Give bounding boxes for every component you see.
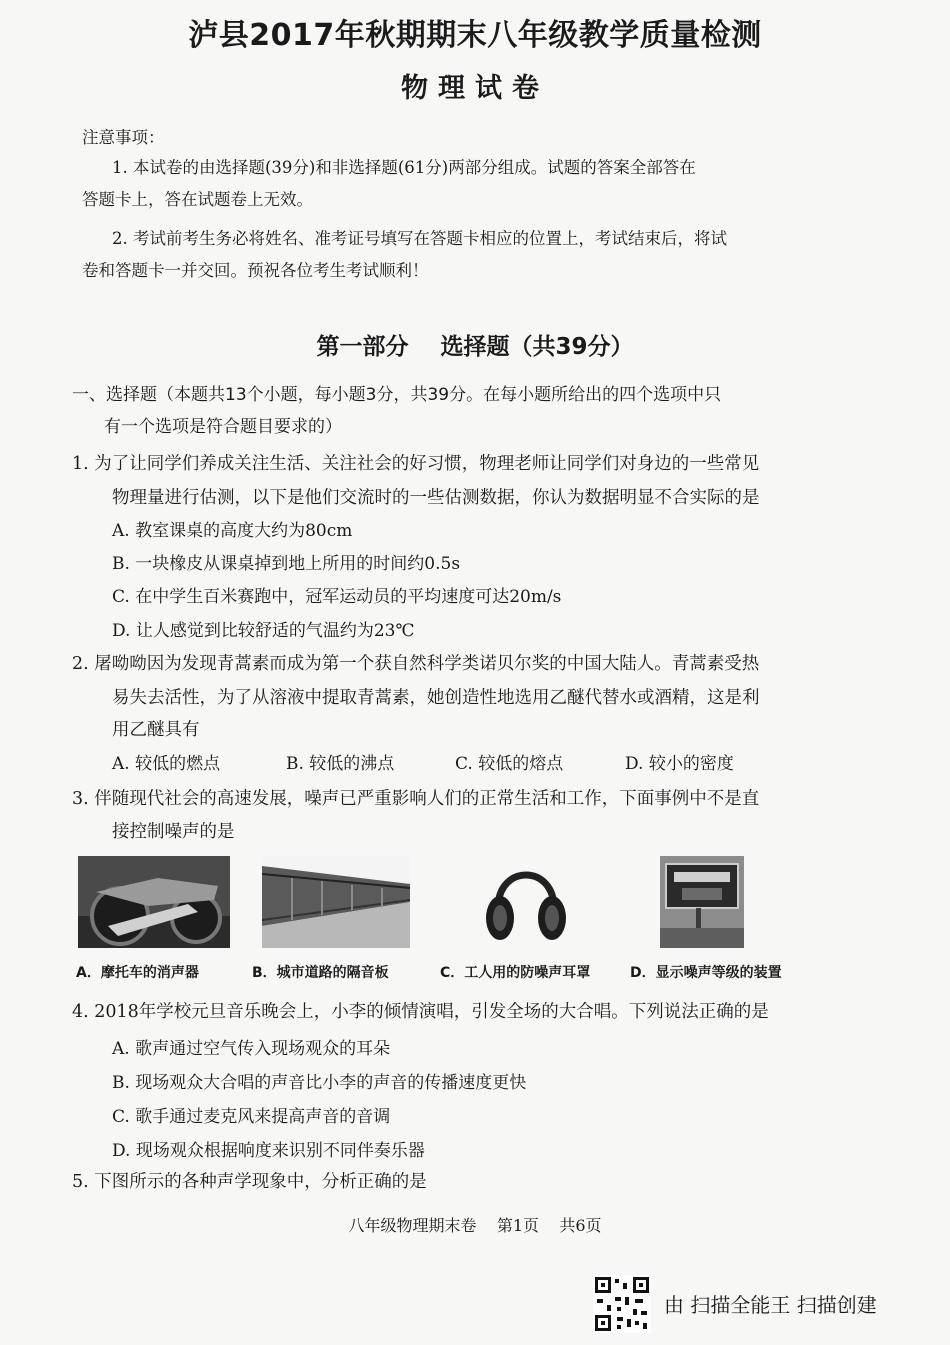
question-3-line-1: 3. 伴随现代社会的高速发展，噪声已严重影响人们的正常生活和工作，下面事例中不是直 (72, 789, 760, 809)
part-1-title: 第一部分 选择题（共39分） (316, 334, 634, 360)
notice-item-1-line-1: 1. 本试卷的由选择题(39分)和非选择题(61分)两部分组成。试题的答案全部答在 (112, 158, 696, 177)
notice-heading: 注意事项： (82, 128, 165, 147)
qr-code-icon (593, 1275, 651, 1333)
scanner-watermark: 由 扫描全能王 扫描创建 (664, 1293, 877, 1317)
question-4-line-1: 4. 2018年学校元旦音乐晚会上，小李的倾情演唱，引发全场的大合唱。下列说法正确的是 (72, 1002, 769, 1022)
caption-a: A．摩托车的消声器 (76, 965, 199, 981)
earmuffs-photo (480, 856, 572, 948)
caption-d: D．显示噪声等级的装置 (630, 965, 782, 981)
notice-item-2-line-1: 2. 考试前考生务必将姓名、准考证号填写在答题卡相应的位置上，考试结束后，将试 (112, 229, 727, 248)
question-1-option-d: D. 让人感觉到比较舒适的气温约为23℃ (112, 621, 415, 641)
question-1-line-1: 1. 为了让同学们养成关注生活、关注社会的好习惯，物理老师让同学们对身边的一些常见 (72, 454, 760, 474)
exam-title: 泸县2017年秋期期末八年级教学质量检测 (188, 18, 762, 53)
noise-level-display-photo (660, 856, 744, 948)
question-1-line-2: 物理量进行估测，以下是他们交流时的一些估测数据，你认为数据明显不合实际的是 (112, 488, 760, 508)
question-4-option-d: D. 现场观众根据响度来识别不同伴奏乐器 (112, 1141, 425, 1161)
question-2-line-1: 2. 屠呦呦因为发现青蒿素而成为第一个获自然科学类诺贝尔奖的中国大陆人。青蒿素受热 (72, 654, 760, 674)
question-2-option-a: A. 较低的燃点 (112, 754, 221, 774)
page-footer: 八年级物理期末卷 第1页 共6页 (348, 1216, 602, 1235)
question-1-option-b: B. 一块橡皮从课桌掉到地上所用的时间约0.5s (112, 554, 461, 574)
question-4-option-a: A. 歌声通过空气传入现场观众的耳朵 (112, 1039, 391, 1059)
question-2-line-3: 用乙醚具有 (112, 720, 200, 740)
question-4-option-b: B. 现场观众大合唱的声音比小李的声音的传播速度更快 (112, 1073, 527, 1093)
question-5-line-1: 5. 下图所示的各种声学现象中，分析正确的是 (72, 1172, 427, 1192)
caption-b: B．城市道路的隔音板 (252, 965, 389, 981)
notice-item-1-line-2: 答题卡上，答在试题卷上无效。 (82, 190, 313, 209)
question-3-line-2: 接控制噪声的是 (112, 822, 235, 842)
question-2-option-b: B. 较低的沸点 (286, 754, 395, 774)
question-1-option-a: A. 教室课桌的高度大约为80cm (112, 521, 353, 541)
question-2-option-d: D. 较小的密度 (625, 754, 734, 774)
section-instructions-line-1: 一、选择题（本题共13个小题，每小题3分，共39分。在每小题所给出的四个选项中只 (72, 385, 722, 405)
motorcycle-muffler-photo (78, 856, 230, 948)
question-1-option-c: C. 在中学生百米赛跑中，冠军运动员的平均速度可达20m/s (112, 587, 562, 607)
road-sound-barrier-photo (262, 856, 410, 948)
exam-subtitle: 物理试卷 (401, 73, 549, 104)
question-2-line-2: 易失去活性，为了从溶液中提取青蒿素，她创造性地选用乙醚代替水或酒精，这是利 (112, 688, 760, 708)
question-2-option-c: C. 较低的熔点 (455, 754, 564, 774)
section-instructions-line-2: 有一个选项是符合题目要求的） (104, 417, 342, 437)
notice-item-2-line-2: 卷和答题卡一并交回。预祝各位考生考试顺利！ (82, 261, 429, 280)
caption-c: C．工人用的防噪声耳罩 (440, 965, 591, 981)
question-4-option-c: C. 歌手通过麦克风来提高声音的音调 (112, 1107, 391, 1127)
